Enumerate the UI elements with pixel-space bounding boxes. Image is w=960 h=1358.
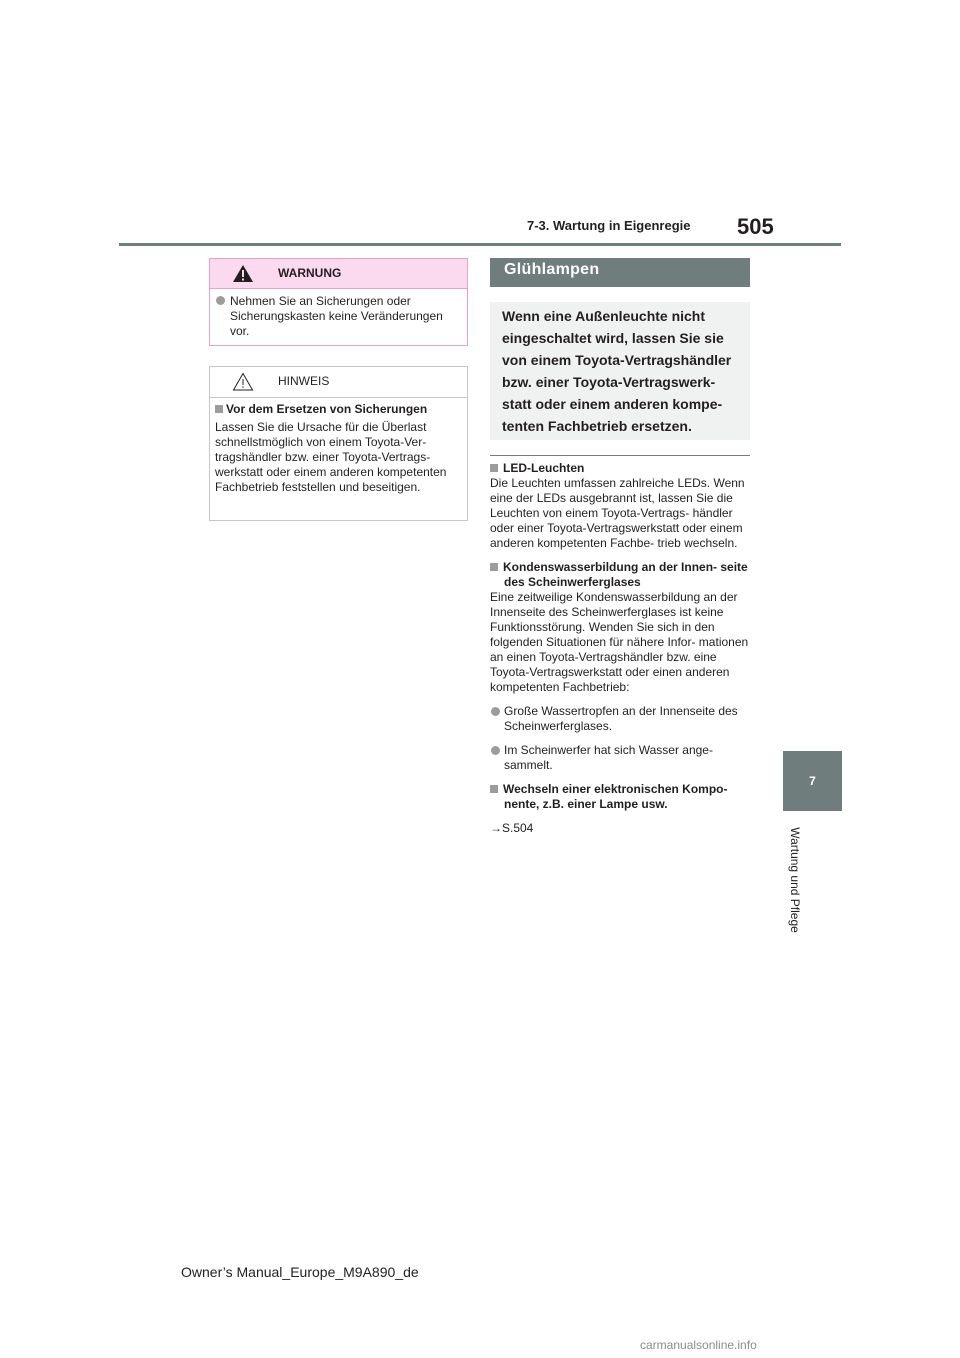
led-heading bbox=[490, 461, 752, 476]
section-title: Glühlampen bbox=[490, 258, 750, 287]
list-item-text: Im Scheinwerfer hat sich Wasser ange- sammelt. bbox=[504, 743, 713, 772]
page-reference-link[interactable]: →S.504 bbox=[490, 821, 534, 835]
header-rule bbox=[119, 243, 841, 246]
square-bullet-icon bbox=[490, 563, 498, 571]
square-bullet-icon bbox=[490, 464, 498, 472]
note-subheading bbox=[215, 402, 461, 417]
note-title: HINWEIS bbox=[278, 374, 330, 388]
warning-item bbox=[210, 289, 467, 339]
warning-title: WARNUNG bbox=[278, 266, 342, 280]
list-item bbox=[490, 704, 752, 734]
square-bullet-icon bbox=[490, 785, 498, 793]
condensation-heading-text: Kondenswasserbildung an der Innen- seite des Scheinwerferglases bbox=[503, 560, 748, 589]
chapter-side-title bbox=[784, 818, 806, 942]
warning-item-text: Nehmen Sie an Sicherungen oder Sicherungskasten keine Veränderungen vor. bbox=[230, 294, 443, 338]
note-subheading-text: Vor dem Ersetzen von Sicherungen bbox=[226, 402, 428, 416]
page-number: 505 bbox=[737, 214, 774, 239]
list-item bbox=[490, 743, 752, 773]
replace-heading bbox=[490, 782, 752, 812]
replace-heading-text: Wechseln einer elektronischen Kompo- nente, z.B. einer Lampe usw. bbox=[503, 782, 728, 811]
note-header bbox=[210, 367, 467, 398]
note-body bbox=[210, 398, 467, 495]
square-bullet-icon bbox=[215, 405, 223, 413]
caution-triangle-icon bbox=[232, 372, 254, 391]
chapter-side-title-text: Wartung und Pflege bbox=[788, 827, 802, 933]
list-item-text: Große Wassertropfen an der Innenseite des Scheinwerferglases. bbox=[504, 704, 738, 733]
footer-text: Owner’s Manual_Europe_M9A890_de bbox=[181, 1264, 419, 1280]
warning-box bbox=[209, 258, 468, 346]
divider bbox=[490, 455, 750, 456]
warning-triangle-icon bbox=[232, 264, 254, 283]
warning-header bbox=[210, 259, 467, 289]
intro-box: Wenn eine Außenleuchte nicht eingeschaltet wird, lassen Sie sie von einem Toyota-Vertragshändler bzw. einer Toyota-Vertragswerk- statt oder einem anderen kompe- tenten Fachbetrieb ersetzen. bbox=[490, 302, 750, 440]
chapter-tab[interactable]: 7 bbox=[783, 751, 842, 811]
condensation-heading bbox=[490, 560, 752, 590]
note-box bbox=[209, 366, 468, 521]
bulbs-content bbox=[490, 461, 752, 836]
watermark: carmanualsonline.info bbox=[640, 1338, 757, 1352]
header-section-title: 7-3. Wartung in Eigenregie bbox=[527, 218, 691, 233]
condensation-text: Eine zeitweilige Kondenswasserbildung an der Innenseite des Scheinwerferglases ist keine Funktionsstörung. Wenden Sie sich in den folgenden Situationen für nähere Infor- mationen an einen Toyota-Vertragshändler bzw. eine Toyota-Vertragswerkstatt oder einen anderen kompetenten Fachbetrieb: bbox=[490, 590, 749, 694]
led-text: Die Leuchten umfassen zahlreiche LEDs. Wenn eine der LEDs ausgebrannt ist, lassen Sie die Leuchten von einem Toyota-Vertrags- händler oder einer Toyota-Vertragswerkstatt oder einem anderen kompetenten Fachbe- trieb wechseln. bbox=[490, 476, 745, 550]
note-text: Lassen Sie die Ursache für die Überlast schnellstmöglich von einem Toyota-Ver- tragshändler bzw. einer Toyota-Vertrags- werkstatt oder einem anderen kompetenten Fachbetrieb feststellen und beseitigen. bbox=[215, 420, 447, 494]
bullet-circle-icon bbox=[491, 746, 500, 755]
led-heading-text: LED-Leuchten bbox=[503, 461, 585, 475]
bullet-circle-icon bbox=[216, 296, 225, 305]
bullet-circle-icon bbox=[491, 707, 500, 716]
